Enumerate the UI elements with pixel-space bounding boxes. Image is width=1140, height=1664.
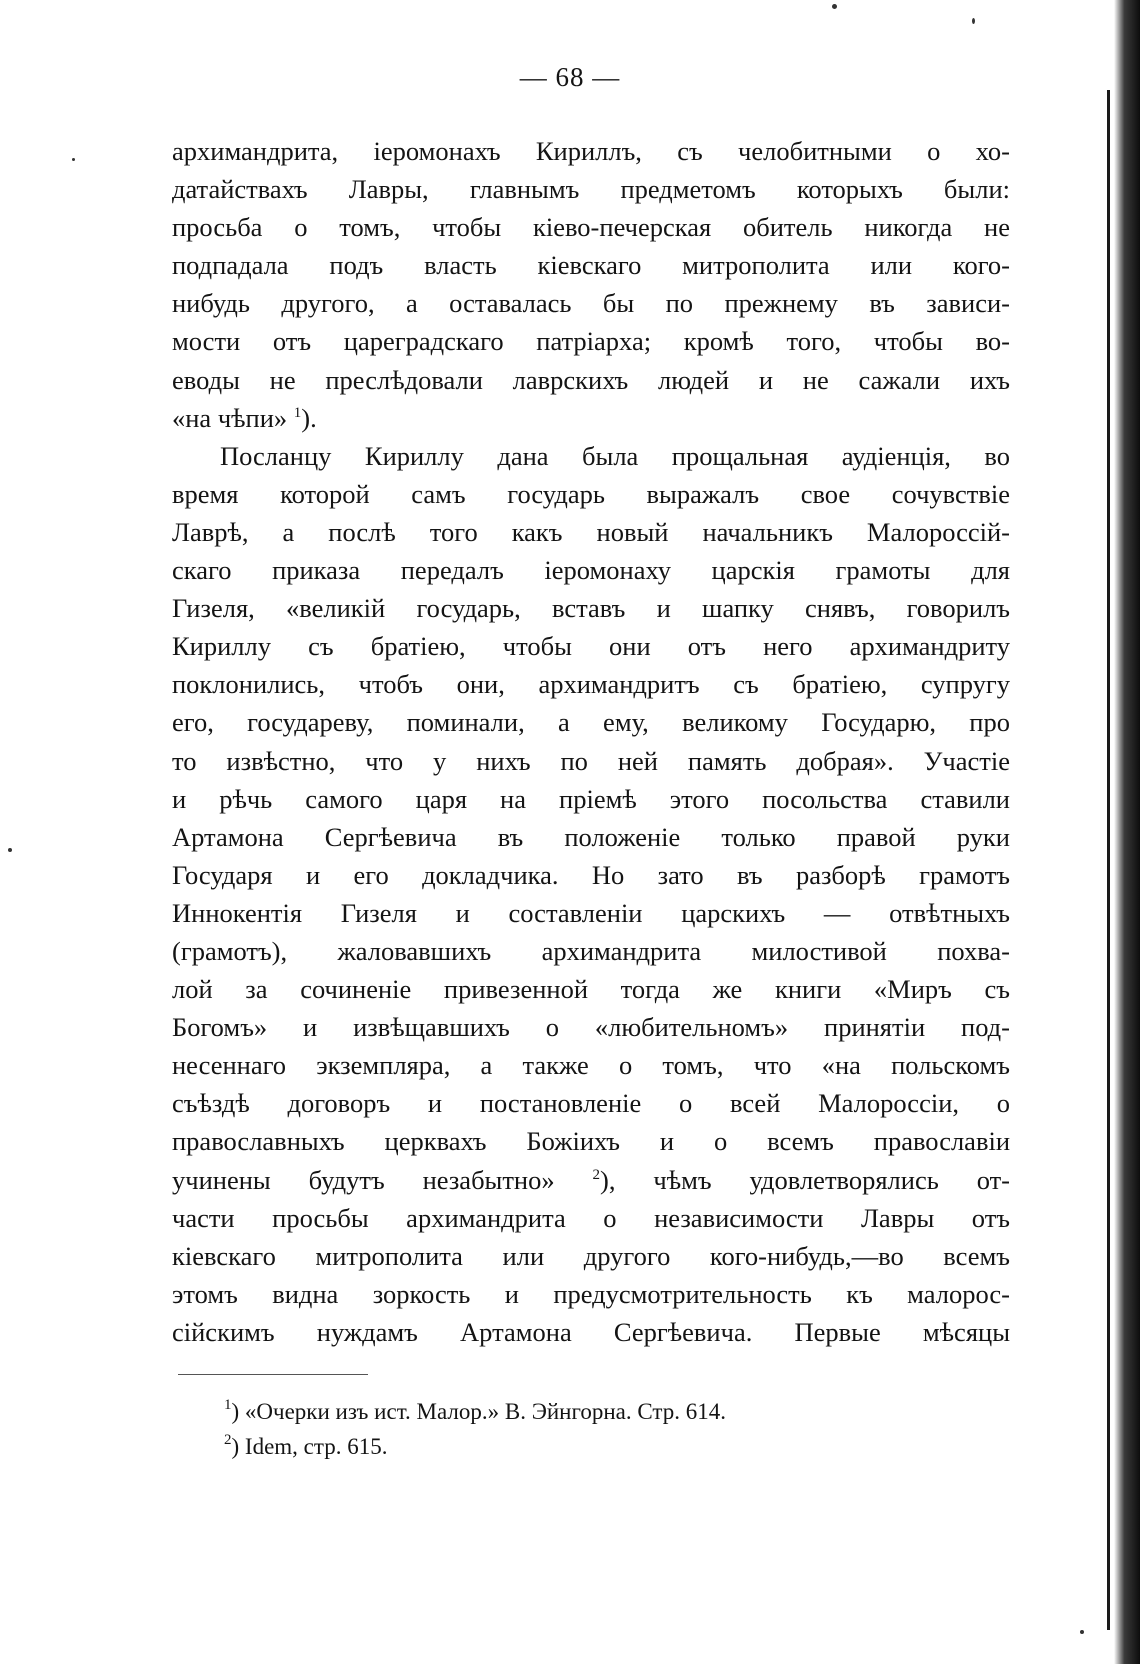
footnote-ref: 1: [293, 404, 302, 421]
text-line: части просьбы архимандрита о независимости Лавры отъ: [172, 1202, 1010, 1233]
text-line: [172, 1161, 1010, 1199]
text-line: Богомъ» и извѣщавшихъ о «любительномъ» принятіи под-: [172, 1012, 1010, 1043]
text-fragment: ), чѣмъ удовлетворялись от-: [600, 1164, 1011, 1195]
text-line: [172, 399, 1010, 437]
text-fragment: учинены будутъ незабытно»: [172, 1164, 593, 1195]
footnote-marker: 1: [224, 1397, 232, 1413]
scan-speck: [1080, 1630, 1084, 1634]
text-line: (грамотъ), жаловавшихъ архимандрита милостивой похва-: [172, 935, 1010, 966]
text-line: несеннаго экземпляра, а также о томъ, что «на польскомъ: [172, 1050, 1010, 1081]
text-line: Иннокентія Гизеля и составленіи царскихъ — отвѣтныхъ: [172, 897, 1010, 928]
scan-speck: [972, 18, 975, 24]
footnote-divider: [178, 1374, 368, 1375]
text-line: подпадала подъ власть кіевскаго митрополита или кого-: [172, 250, 1010, 281]
text-line: датайствахъ Лавры, главнымъ предметомъ которыхъ были:: [172, 174, 1010, 205]
text-line: еводы не преслѣдовали лаврскихъ людей и не сажали ихъ: [172, 364, 1010, 395]
text-line: православныхъ церквахъ Божіихъ и о всемъ православіи: [172, 1126, 1010, 1157]
scan-speck: [72, 158, 75, 161]
text-line: съѣздѣ договоръ и постановленіе о всей Малороссіи, о: [172, 1088, 1010, 1119]
text-line: сійскимъ нуждамъ Артамона Сергѣевича. Первые мѣсяцы: [172, 1316, 1010, 1347]
text-line: лой за сочиненіе привезенной тогда же книги «Миръ съ: [172, 974, 1010, 1005]
scan-speck: [8, 848, 12, 852]
text-line: то извѣстно, что у нихъ по ней память добрая». Участіе: [172, 745, 1010, 776]
text-line: его, государеву, поминали, а ему, великому Государю, про: [172, 707, 1010, 738]
text-line: просьба о томъ, чтобы кіево-печерская обитель никогда не: [172, 212, 1010, 243]
text-line: скаго приказа передалъ іеромонаху царскія грамоты для: [172, 555, 1010, 586]
text-line: этомъ видна зоркость и предусмотрительность къ малорос-: [172, 1278, 1010, 1309]
text-line: Лаврѣ, а послѣ того какъ новый начальникъ Малороссій-: [172, 516, 1010, 547]
body-text: [172, 132, 1010, 1351]
footnote-ref: 2: [592, 1166, 601, 1183]
text-line: поклонились, чтобъ они, архимандритъ съ братіею, супругу: [172, 669, 1010, 700]
footnote-text: ) Idem, стр. 615.: [231, 1434, 388, 1459]
text-line: кіевскаго митрополита или другого кого-нибудь,—во всемъ: [172, 1240, 1010, 1271]
text-line: время которой самъ государь выражалъ свое сочувствіе: [172, 478, 1010, 509]
text-line: Посланцу Кириллу дана была прощальная аудіенція, во: [220, 440, 1010, 471]
scan-edge-shadow: [1114, 0, 1140, 1664]
binding-edge-line: [1107, 90, 1110, 1630]
text-line: Кириллу съ братіею, чтобы они отъ него архимандриту: [172, 631, 1010, 662]
text-fragment: «на чѣпи»: [172, 402, 294, 433]
text-line: и рѣчь самого царя на пріемѣ этого посольства ставили: [172, 783, 1010, 814]
footnote: [224, 1429, 726, 1464]
text-line: нибудь другого, а оставалась бы по прежнему въ зависи-: [172, 288, 1010, 319]
scan-speck: [832, 4, 837, 9]
footnote: [224, 1394, 726, 1429]
footnote-text: ) «Очерки изъ ист. Малор.» В. Эйнгорна. Стр. 614.: [231, 1399, 726, 1424]
footnotes: [224, 1394, 726, 1464]
text-line: Гизеля, «великій государь, вставъ и шапку снявъ, говорилъ: [172, 593, 1010, 624]
footnote-marker: 2: [224, 1432, 232, 1448]
text-line: архимандрита, іеромонахъ Кириллъ, съ челобитными о хо-: [172, 136, 1010, 166]
text-line: Государя и его докладчика. Но зато въ разборѣ грамотъ: [172, 859, 1010, 890]
text-fragment: ).: [301, 402, 317, 433]
page-number: — 68 —: [519, 62, 621, 92]
text-line: Артамона Сергѣевича въ положеніе только правой руки: [172, 821, 1010, 852]
text-line: мости отъ цареградскаго патріарха; кромѣ того, чтобы во-: [172, 326, 1010, 357]
